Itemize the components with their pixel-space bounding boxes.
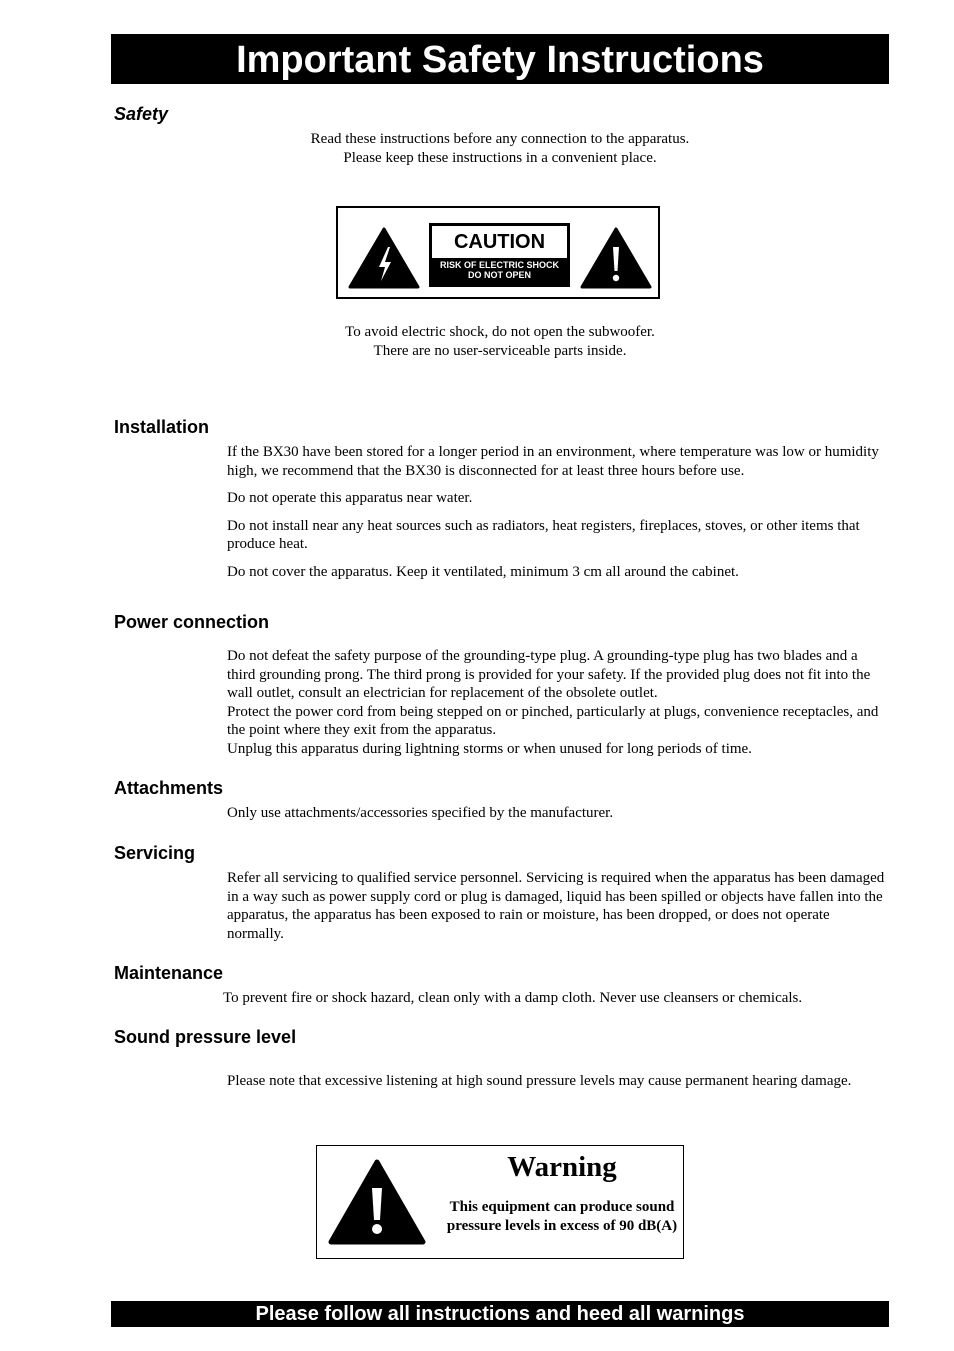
installation-paragraph-1: If the BX30 have been stored for a longer period in an environment, where temperature was low or humidity high, we recommend that the BX30 is disconnected for at least three hours before use. xyxy=(227,444,879,479)
caution-sign xyxy=(429,223,570,287)
safety-intro-line-2: Please keep these instructions in a convenient place. xyxy=(343,150,657,166)
shock-note xyxy=(111,323,889,361)
attachments-body xyxy=(227,804,889,823)
lightning-warning-icon xyxy=(348,227,420,289)
power-connection-heading: Power connection xyxy=(114,612,270,632)
page-title: Important Safety Instructions xyxy=(111,34,889,84)
sound-pressure-text: Please note that excessive listening at high sound pressure levels may cause permanent hearing damage. xyxy=(227,1073,852,1089)
warning-text: This equipment can produce sound pressure levels in excess of 90 dB(A) xyxy=(446,1199,678,1234)
caution-do-not-open-line: DO NOT OPEN xyxy=(467,270,531,280)
power-paragraph-3: Unplug this apparatus during lightning storms or when unused for long periods of time. xyxy=(227,740,752,757)
footer-banner: Please follow all instructions and heed all warnings xyxy=(111,1301,889,1327)
exclamation-warning-icon xyxy=(580,227,652,289)
power-paragraph-1: Do not defeat the safety purpose of the grounding-type plug. A grounding-type plug has two blades and a third grounding prong. The third prong is provided for your safety. If the provided plug does not fit into the wall outlet, consult an electrician for replacement of the obsolete outlet. xyxy=(227,648,871,701)
safety-heading: Safety xyxy=(114,104,169,124)
maintenance-body xyxy=(223,989,885,1008)
attachments-heading: Attachments xyxy=(114,778,224,798)
sound-pressure-heading: Sound pressure level xyxy=(114,1027,297,1047)
caution-label-box xyxy=(336,206,660,299)
installation-paragraph-4: Do not cover the apparatus. Keep it ventilated, minimum 3 cm all around the cabinet. xyxy=(227,563,739,580)
installation-heading: Installation xyxy=(114,417,210,437)
safety-intro-line-1: Read these instructions before any connection to the apparatus. xyxy=(310,131,690,147)
maintenance-text: To prevent fire or shock hazard, clean only with a damp cloth. Never use cleansers or chemicals. xyxy=(223,990,803,1006)
servicing-body xyxy=(227,869,889,943)
servicing-heading: Servicing xyxy=(114,843,196,863)
installation-paragraph-2: Do not operate this apparatus near water. xyxy=(227,490,473,506)
safety-intro xyxy=(111,130,889,168)
power-paragraph-2: Protect the power cord from being stepped on or pinched, particularly at plugs, convenience receptacles, and the point where they exit from the apparatus. xyxy=(227,703,879,738)
installation-paragraph-3: Do not install near any heat sources such as radiators, heat registers, fireplaces, stoves, or other items that produce heat. xyxy=(227,517,860,552)
shock-note-line-1: To avoid electric shock, do not open the subwoofer. xyxy=(345,324,655,340)
caution-subtitle xyxy=(429,260,570,280)
sound-pressure-body xyxy=(227,1072,889,1091)
warning-title: Warning xyxy=(507,1151,617,1183)
attachments-text: Only use attachments/accessories specified by the manufacturer. xyxy=(227,805,614,821)
caution-title: CAUTION xyxy=(432,226,567,258)
maintenance-heading: Maintenance xyxy=(114,963,224,983)
caution-risk-line: RISK OF ELECTRIC SHOCK xyxy=(439,260,559,270)
installation-body xyxy=(227,443,889,581)
servicing-text: Refer all servicing to qualified service personnel. Servicing is required when the apparatus has been damaged in a way such as power supply cord or plug is damaged, liquid has been spilled or objects have fallen into the apparatus, the apparatus has been exposed to rain or moisture, has been dropped, or does not operate normally. xyxy=(227,870,885,942)
power-connection-body xyxy=(227,647,889,758)
shock-note-line-2: There are no user-serviceable parts inside. xyxy=(373,343,627,359)
warning-box xyxy=(316,1145,684,1259)
exclamation-warning-icon xyxy=(327,1158,427,1246)
